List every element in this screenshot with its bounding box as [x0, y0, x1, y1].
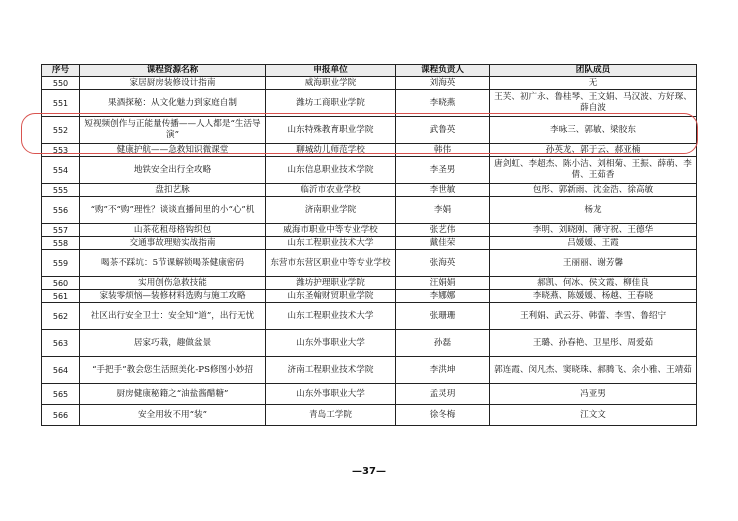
unit-name: 山东工程职业技术大学 [266, 303, 396, 330]
table-row [42, 144, 697, 157]
team-members: 无 [490, 77, 697, 90]
table-row [42, 157, 697, 184]
table-row [42, 405, 697, 426]
header-number: 序号 [42, 65, 80, 77]
team-members: 李明、刘晓刚、薄守祝、王德华 [490, 224, 697, 237]
unit-name: 临沂市农业学校 [266, 184, 396, 197]
row-number: 565 [42, 384, 80, 405]
header-course-name: 课程资源名称 [80, 65, 266, 77]
team-members: 冯亚男 [490, 384, 697, 405]
course-name: 地铁安全出行全攻略 [80, 157, 266, 184]
table-row [42, 197, 697, 224]
team-members: 王丽丽、谢芳馨 [490, 250, 697, 277]
course-name: 山茶花租母格钩织包 [80, 224, 266, 237]
table-row [42, 277, 697, 290]
course-name: 家居厨房装修设计指南 [80, 77, 266, 90]
course-name: 社区出行安全卫士：安全知“道”，出行无忧 [80, 303, 266, 330]
lead-name: 李洪坤 [396, 357, 490, 384]
row-number: 551 [42, 90, 80, 117]
table-row [42, 330, 697, 357]
row-number: 561 [42, 290, 80, 303]
team-members: 李晓燕、陈媛媛、杨越、王春晓 [490, 290, 697, 303]
course-name: 居家巧栽，趣做盆景 [80, 330, 266, 357]
lead-name: 李娜娜 [396, 290, 490, 303]
lead-name: 李圣男 [396, 157, 490, 184]
unit-name: 山东特殊教育职业学院 [266, 117, 396, 144]
table-row [42, 303, 697, 330]
course-name: 家装零烦恼—装修材料选购与施工攻略 [80, 290, 266, 303]
unit-name: 山东信息职业技术学院 [266, 157, 396, 184]
row-number: 554 [42, 157, 80, 184]
unit-name: 山东外事职业大学 [266, 330, 396, 357]
lead-name: 李世敏 [396, 184, 490, 197]
table-row [42, 90, 697, 117]
lead-name: 汪娟娟 [396, 277, 490, 290]
course-name: 交通事故理赔实战指南 [80, 237, 266, 250]
table-row [42, 117, 697, 144]
row-number: 564 [42, 357, 80, 384]
table-row [42, 224, 697, 237]
table-row [42, 384, 697, 405]
course-name: 安全用妆不用“装” [80, 405, 266, 426]
lead-name: 徐冬梅 [396, 405, 490, 426]
table-row [42, 250, 697, 277]
lead-name: 张海英 [396, 250, 490, 277]
team-members: 唐剑虹、李超杰、陈小洁、刘相菊、王振、薛萌、李倩、王茹香 [490, 157, 697, 184]
team-members: 杨龙 [490, 197, 697, 224]
row-number: 566 [42, 405, 80, 426]
lead-name: 武鲁英 [396, 117, 490, 144]
table-row [42, 290, 697, 303]
unit-name: 山东工程职业技术大学 [266, 237, 396, 250]
unit-name: 威海市职业中等专业学校 [266, 224, 396, 237]
row-number: 552 [42, 117, 80, 144]
unit-name: 聊城幼儿师范学校 [266, 144, 396, 157]
team-members: 包彤、郭新雨、沈金浩、徐高敏 [490, 184, 697, 197]
unit-name: 济南工程职业技术学院 [266, 357, 396, 384]
course-name: 盘扣艺脉 [80, 184, 266, 197]
row-number: 559 [42, 250, 80, 277]
header-unit: 申报单位 [266, 65, 396, 77]
team-members: 郭连霞、闵凡杰、窦晓珠、郝腾飞、余小雅、王靖茹 [490, 357, 697, 384]
lead-name: 刘海英 [396, 77, 490, 90]
header-team: 团队成员 [490, 65, 697, 77]
row-number: 556 [42, 197, 80, 224]
row-number: 562 [42, 303, 80, 330]
course-name: “手把手”教会您生活照美化-PS修图小妙招 [80, 357, 266, 384]
unit-name: 潍坊工商职业学院 [266, 90, 396, 117]
team-members: 郝凯、何冰、侯文霞、柳佳良 [490, 277, 697, 290]
course-name: “购”不“购”理性？谈谈直播间里的小“心”机 [80, 197, 266, 224]
lead-name: 张珊珊 [396, 303, 490, 330]
course-name: 实用创伤急救技能 [80, 277, 266, 290]
row-number: 553 [42, 144, 80, 157]
unit-name: 济南职业学院 [266, 197, 396, 224]
unit-name: 山东圣翰财贸职业学院 [266, 290, 396, 303]
course-name: 果酒探秘：从文化魅力到家庭自制 [80, 90, 266, 117]
course-resource-table [41, 64, 697, 426]
unit-name: 威海职业学院 [266, 77, 396, 90]
row-number: 555 [42, 184, 80, 197]
lead-name: 张艺伟 [396, 224, 490, 237]
table-row [42, 237, 697, 250]
header-lead: 课程负责人 [396, 65, 490, 77]
lead-name: 孙磊 [396, 330, 490, 357]
team-members: 王璐、孙春艳、卫星彤、周爱茹 [490, 330, 697, 357]
lead-name: 李娟 [396, 197, 490, 224]
table-row [42, 184, 697, 197]
team-members: 王利娟、武云芬、韩蕾、李雪、鲁绍宁 [490, 303, 697, 330]
team-members: 江文文 [490, 405, 697, 426]
course-name: 健康护航——急救知识微课堂 [80, 144, 266, 157]
table-row [42, 357, 697, 384]
lead-name: 孟灵玥 [396, 384, 490, 405]
team-members: 王芙、初广永、鲁桂琴、王文娟、马汉波、方好琛、薛自波 [490, 90, 697, 117]
row-number: 563 [42, 330, 80, 357]
row-number: 557 [42, 224, 80, 237]
table-row [42, 77, 697, 90]
course-name: 喝茶不踩坑：5节课解锁喝茶健康密码 [80, 250, 266, 277]
unit-name: 山东外事职业大学 [266, 384, 396, 405]
lead-name: 李晓燕 [396, 90, 490, 117]
row-number: 550 [42, 77, 80, 90]
unit-name: 潍坊护理职业学院 [266, 277, 396, 290]
unit-name: 东营市东营区职业中等专业学校 [266, 250, 396, 277]
table-header-row [42, 65, 697, 77]
unit-name: 青岛工学院 [266, 405, 396, 426]
lead-name: 戴佳荣 [396, 237, 490, 250]
team-members: 孙英龙、郭于云、郝亚楠 [490, 144, 697, 157]
team-members: 吕媛媛、王霞 [490, 237, 697, 250]
lead-name: 韩伟 [396, 144, 490, 157]
team-members: 李咏三、郭敏、梁胶东 [490, 117, 697, 144]
row-number: 558 [42, 237, 80, 250]
row-number: 560 [42, 277, 80, 290]
course-name: 短视频创作与正能量传播——人人都是“生活导演” [80, 117, 266, 144]
page-number: —37— [352, 466, 386, 477]
course-name: 厨房健康秘籍之“油盐酱醋糖” [80, 384, 266, 405]
